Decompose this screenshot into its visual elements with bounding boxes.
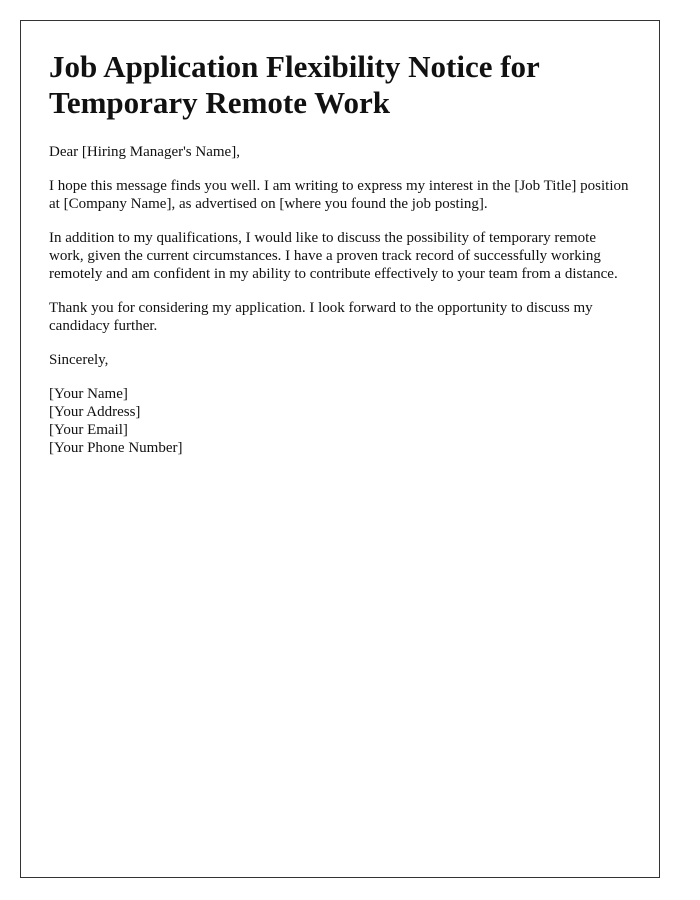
- closing: Sincerely,: [49, 352, 109, 368]
- paragraph-remote-work: In addition to my qualifications, I would like to discuss the possibility of temporary remote work, given the current circumstances. I have a proven track record of successfully working remotely and am confident in my ability to contribute effectively to your team from a distance.: [49, 230, 618, 282]
- signature-address: [Your Address]: [49, 404, 141, 420]
- paragraph-thanks: Thank you for considering my application. I look forward to the opportunity to discuss my candidacy further.: [49, 300, 593, 334]
- signature-name: [Your Name]: [49, 386, 128, 402]
- salutation: Dear [Hiring Manager's Name],: [49, 144, 240, 160]
- letter-title: Job Application Flexibility Notice for Temporary Remote Work: [49, 49, 540, 120]
- signature-phone: [Your Phone Number]: [49, 440, 183, 456]
- paragraph-intro: I hope this message finds you well. I am writing to express my interest in the [Job Title] position at [Company Name], as advertised on [where you found the job posting].: [49, 178, 629, 212]
- signature-email: [Your Email]: [49, 422, 128, 438]
- signature-block: [49, 385, 631, 457]
- letter-page: [20, 20, 660, 878]
